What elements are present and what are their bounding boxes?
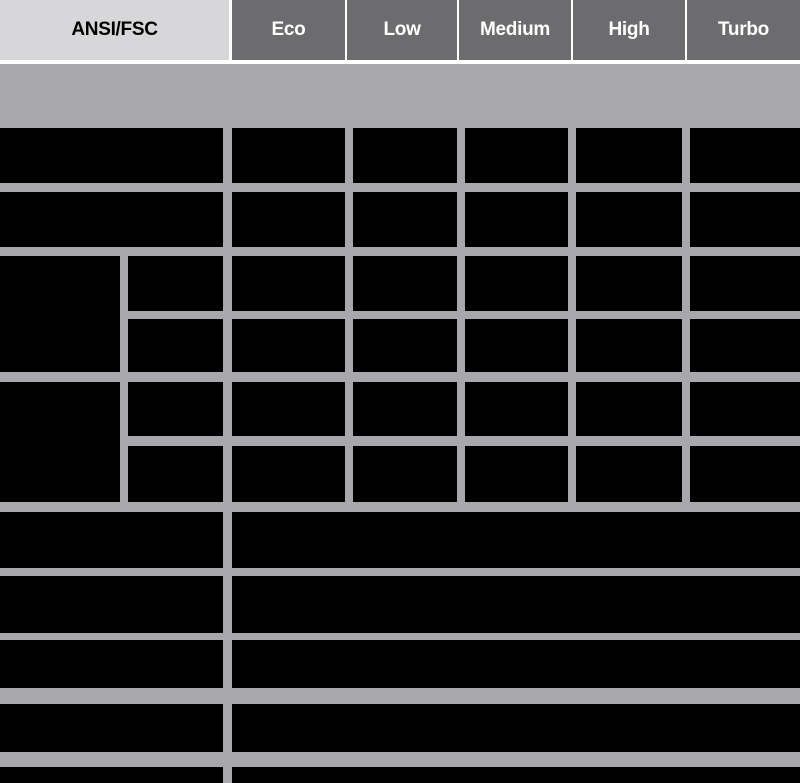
- cell-r2-eco: [232, 192, 345, 247]
- cell-r1-low: [353, 128, 457, 183]
- cell-r9-value: [232, 640, 800, 688]
- cell-r6-medium: [465, 446, 568, 502]
- header-label-ansi-fsc: ANSI/FSC: [71, 19, 158, 40]
- header-label-turbo: Turbo: [718, 19, 769, 40]
- cell-r5-eco: [232, 382, 345, 436]
- cell-r1-high: [576, 128, 682, 183]
- header-cell-medium: [459, 0, 571, 60]
- cell-r1-eco: [232, 128, 345, 183]
- cell-r11-label: [0, 767, 223, 783]
- cell-r6-turbo: [690, 446, 800, 502]
- cell-r4-low: [353, 319, 457, 372]
- header-label-medium: Medium: [480, 19, 550, 40]
- cell-r2-high: [576, 192, 682, 247]
- cell-r4-high: [576, 319, 682, 372]
- cell-rows3-4-group-label: [0, 256, 120, 372]
- cell-r9-label: [0, 640, 223, 688]
- cell-rows5-6-group-label: [0, 382, 120, 502]
- cell-r5-sublabel: [128, 382, 223, 436]
- header-cell-eco: [232, 0, 345, 60]
- cell-r2-label: [0, 192, 223, 247]
- header-label-low: Low: [383, 19, 421, 40]
- cell-r10-label: [0, 704, 223, 752]
- cell-r4-eco: [232, 319, 345, 372]
- cell-r8-value: [232, 576, 800, 633]
- table-body-grid: [0, 64, 800, 783]
- cell-r6-low: [353, 446, 457, 502]
- header-cell-high: [573, 0, 685, 60]
- cell-r3-turbo: [690, 256, 800, 311]
- cell-r3-sublabel: [128, 256, 223, 311]
- cell-r11-value: [232, 767, 800, 783]
- cell-r3-medium: [465, 256, 568, 311]
- cell-r3-low: [353, 256, 457, 311]
- cell-r5-high: [576, 382, 682, 436]
- cell-r1-turbo: [690, 128, 800, 183]
- cell-r7-value: [232, 512, 800, 568]
- cell-r7-label: [0, 512, 223, 568]
- cell-r6-high: [576, 446, 682, 502]
- cell-r10-value: [232, 704, 800, 752]
- cell-r4-medium: [465, 319, 568, 372]
- cell-r8-label: [0, 576, 223, 633]
- header-cell-ansi-fsc: [0, 0, 229, 60]
- cell-r5-turbo: [690, 382, 800, 436]
- cell-r1-label: [0, 128, 223, 183]
- cell-r1-medium: [465, 128, 568, 183]
- header-cell-turbo: [687, 0, 800, 60]
- cell-r2-turbo: [690, 192, 800, 247]
- header-label-eco: Eco: [271, 19, 306, 40]
- header-label-high: High: [608, 19, 650, 40]
- cell-r6-eco: [232, 446, 345, 502]
- cell-r6-sublabel: [128, 446, 223, 502]
- cell-r5-low: [353, 382, 457, 436]
- cell-r5-medium: [465, 382, 568, 436]
- cell-r2-medium: [465, 192, 568, 247]
- cell-r2-low: [353, 192, 457, 247]
- cell-r4-turbo: [690, 319, 800, 372]
- header-cell-low: [347, 0, 457, 60]
- cell-r3-high: [576, 256, 682, 311]
- cell-r3-eco: [232, 256, 345, 311]
- cell-r4-sublabel: [128, 319, 223, 372]
